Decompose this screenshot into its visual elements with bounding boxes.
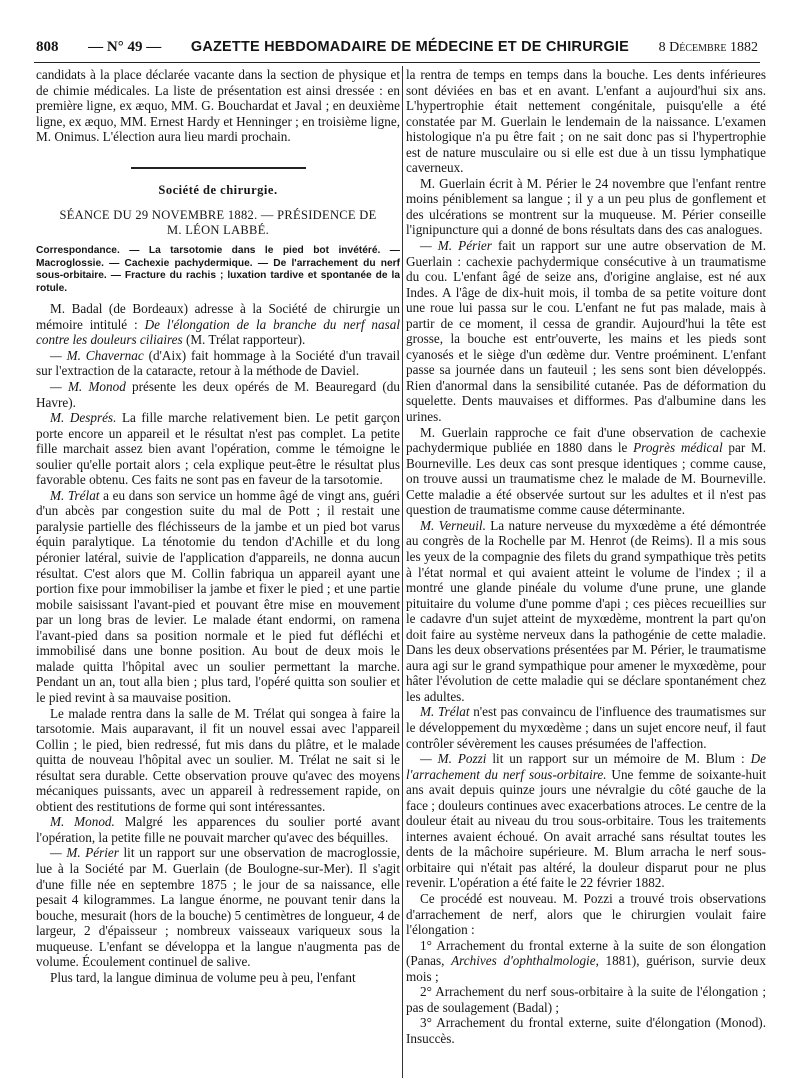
paragraph-guerlain-1: M. Guerlain écrit à M. Périer le 24 novembre que l'enfant rentre moins péniblement sa langue ; il y a un peu plus de gonflement et des ulcérations se montrent sur la muqueuse. M. Périer conseille l'ignipuncture qui a donné de bons résultats dans des cas analogues.: [406, 175, 766, 238]
memoir-title: De l'élongation de la branche du nerf nasal contre les douleurs ciliaires: [36, 316, 400, 348]
column-divider: [402, 66, 403, 1078]
paragraph-text: par M. Bourneville. Les deux cas sont presque identiques ; comme cause, on trouve aussi un traumatisme chez le malade de M. Bourneville. Cette maladie a été observée surtout sur les adultes et il n'est pas question de traumatisme comme cause déterminante.: [406, 440, 766, 518]
paragraph-text: Malgré les apparences du soulier porté avant l'opération, la petite fille ne pouvait marcher qu'avec des béquilles.: [36, 814, 400, 845]
journal-reference: Progrès médical: [633, 440, 723, 456]
paragraph-text: , 1881), guérison, survie deux mois ;: [406, 953, 766, 984]
page-header: [36, 38, 758, 57]
paragraph-text: lit un rapport sur un mémoire de M. Blum :: [486, 751, 751, 767]
paragraph-perier-2: [406, 238, 766, 425]
paragraph-text: n'est pas convaincu de l'influence des traumatismes sur le développement du myxœdème ; dans un sujet encore neuf, il faut contrôler sévèrement les causes présumées de l'affection.: [406, 704, 766, 751]
paragraph-text: (de Bordeaux) adresse à la Société de chirurgie un mémoire intitulé :: [36, 301, 400, 332]
speaker-name: M. Badal: [50, 301, 103, 317]
list-item: 3° Arrachement du frontal externe, suite d'élongation (Monod). Insuccès.: [406, 1015, 766, 1046]
paragraph-trelat-2: Le malade rentra dans la salle de M. Trélat qui songea à faire la tarsotomie. Mais auparavant, il fit un nouvel essai avec l'appareil Collin ; le pied, bien redressé, fut mis dans du plâtre, et le malade quitta de nouveau l'hôpital avec un soulier. M. Trélat ne sait si le résultat sera durable. Cette observation prouve qu'avec des moyens mécaniques puissants, avec un appareil à redressement rapide, on obtient des restitutions de forme qui sont intéressantes.: [36, 705, 400, 814]
list-item: 2° Arrachement du nerf sous-orbitaire à la suite de l'élongation ; pas de soulagement (Badal) ;: [406, 984, 766, 1015]
paragraph-chavernac: [36, 348, 400, 379]
paragraph-badal: [36, 301, 400, 348]
memoir-title: De l'arrachement du nerf sous-orbitaire.: [406, 751, 766, 782]
paragraph-text: La fille marche relativement bien. Le petit garçon porte encore un appareil et le résultat n'est pas complet. La petite fille marchait assez bien avant l'opération, comme le témoigne le soulier qu'elle portait alors ; cela explique peut-être le résultat plus favorable obtenu. Ces faits ne sont pas en faveur de la tarsotomie.: [36, 410, 400, 488]
left-column: [36, 67, 400, 1077]
paragraph-pozzi: [406, 751, 766, 891]
seance-line-2: M. LÉON LABBÉ.: [166, 223, 270, 238]
paragraph-monod-1: [36, 379, 400, 410]
speaker-name: — M. Pozzi: [420, 751, 487, 767]
speaker-name: — M. Monod: [50, 379, 126, 395]
paragraph-election: candidats à la place déclarée vacante dans la section de physique et de chimie médicales. La liste de présentation est ainsi dressée : en première ligne, ex æquo, MM. G. Bouchardat et Javal ; en deuxième ligne, ex æquo, MM. Ernest Hardy et Henninger ; en troisième ligne, M. Onimus. L'élection aura lieu mardi prochain.: [36, 67, 400, 145]
paragraph-trelat-3: [406, 704, 766, 751]
issue-number: — N° 49 —: [88, 39, 162, 55]
speaker-name: M. Trélat: [50, 487, 100, 503]
speaker-name: M. Trélat: [420, 704, 470, 720]
paragraph-text: lit un rapport sur une observation de macroglossie, lue à la Société par M. Guerlain (de Boulogne-sur-Mer). Il s'agit d'une fille née en septembre 1875 ; le jour de sa naissance, elle pesait 4 kilogrammes. La langue énorme, ne pouvant tenir dans la bouche, mesurait (hors de la bouche) 5 centimètres de longueur, 4 de largeur, 2 d'épaisseur ; nombreux vaisseaux variqueux sous la muqueuse. L'enfant se développa et la langue n'augmenta pas de volume. Écoulement continuel de salive.: [36, 845, 400, 970]
paragraph-text: Une femme de soixante-huit ans avait depuis quinze jours une névralgie du côté gauche de la face ; douleurs continues avec exacerbations atroces. Le centre de la douleur était au niveau du trou sous-orbitaire. Tous les traitements internes avaient échoué. On avait arraché sans résultat toutes les dents de la mâchoire supérieure. M. Blum arracha le nerf sous-orbitaire qui n'était pas altéré, la douleur disparut pour ne plus revenir. L'opération a été faite le 22 février 1882.: [406, 766, 766, 891]
paragraph-text: fait un rapport sur une autre observation de M. Guerlain : cachexie pachydermique consécutive à un traumatisme du cou. L'enfant âgé de seize ans, d'origine anglaise, est né aux Indes. A l'âge de dix-huit mois, il tomba de sa petite voiture dont une roue lui passa sur le cou. L'enfant ne fut pas malade, mais à partir de ce moment, il cessa de grandir. Aujourd'hui la tête est grosse, la bouche est entr'ouverte, les mains et les pieds sont cyanosés et le siège d'un œdème dur. Ventre proéminent. L'enfant passe sa journée dans un fauteuil ; les sens sont bien développés. Rien d'anormal dans la sensibilité cutanée. Pas de déformation du squelette. Dents mauvaises et difformes. Pas d'albumine dans les urines.: [406, 238, 766, 425]
paragraph-continuation: la rentra de temps en temps dans la bouche. Les dents inférieures sont déviées en bas et en avant. L'enfant a aujourd'hui six ans. L'hypertrophie était nettement congénitale, puisqu'elle a été constatée par M. Guerlain le lendemain de la naissance. L'examen histologique n'a pu être fait ; on ne sait donc pas si l'hypertrophie est de nature musculaire ou si elle est due à un tissu lymphatique caverneux.: [406, 67, 766, 176]
paragraph-despres: [36, 410, 400, 488]
paragraph-perier-1: [36, 845, 400, 969]
section-separator: [131, 167, 306, 169]
speaker-name: M. Verneuil.: [420, 517, 486, 533]
list-item: [406, 938, 766, 985]
paragraph-text: M. Guerlain rapproche ce fait d'une observation de cachexie pachydermique publiée en 1880 dans le: [406, 424, 766, 456]
paragraph-guerlain-2: [406, 425, 766, 518]
paragraph-text: 1° Arrachement du frontal externe à la suite de son élongation (Panas,: [406, 937, 766, 969]
paragraph-text: (M. Trélat rapporteur).: [182, 332, 306, 348]
speaker-name: M. Després.: [50, 410, 117, 426]
paragraph-text: présente les deux opérés de M. Beauregard (du Havre).: [36, 379, 400, 410]
journal-reference: Archives d'ophthalmologie: [451, 953, 596, 969]
speaker-name: — M. Périer: [420, 238, 492, 254]
paragraph-text: (d'Aix) fait hommage à la Société d'un travail sur l'extraction de la cataracte, retour à la méthode de Daviel.: [36, 347, 400, 379]
paragraph-trelat-1: [36, 488, 400, 706]
paragraph-procede: Ce procédé est nouveau. M. Pozzi a trouvé trois observations d'arrachement de nerf, alors que le chirurgien voulait faire l'élongation :: [406, 890, 766, 938]
section-title: Société de chirurgie.: [158, 182, 278, 197]
paragraph-verneuil: [406, 518, 766, 705]
issue-date: 8 Décembre 1882: [658, 40, 758, 55]
session-summary: Correspondance. — La tarsotomie dans le pied bot invétéré. — Macroglossie. — Cachexie pachydermique. — De l'arrachement du nerf sous-orbitaire. — Fracture du rachis ; luxation tardive et spontanée de la rotule.: [36, 245, 400, 294]
journal-title: GAZETTE HEBDOMADAIRE DE MÉDECINE ET DE CHIRURGIE: [190, 39, 630, 55]
paragraph-text: a eu dans son service un homme âgé de vingt ans, guéri d'un abcès par congestion suite du mal de Pott ; il restait une paralysie partielle des fléchisseurs de la jambe et un pied bot varus équin paralytique. La ténotomie du tendon d'Achille et du long péronier latéral, suivie de l'application d'appareils, ne donna aucun résultat. C'est alors que M. Collin fabriqua un appareil ayant une portion fixe pour immobiliser la jambe et fixer le pied ; et une partie mobile saisissant l'avant-pied et pouvant être mise en mouvement par un long bras de levier. Le malade étant endormi, on ramena l'avant-pied dans sa position normale et le pied fut défléchi et immobilisé dans une bonne position. Au bout de deux mois le malade quitta l'hôpital avec un soulier permettant la marche. Pendant un an, tout alla bien ; plus tard, l'opéré quitta son soulier et le pied revint à sa mauvaise position.: [36, 487, 400, 705]
page-number: 808: [36, 39, 59, 55]
speaker-name: — M. Périer: [50, 845, 119, 861]
speaker-name: — M. Chavernac: [50, 347, 144, 363]
paragraph-text: La nature nerveuse du myxœdème a été démontrée au congrès de la Rochelle par M. Henrot (de Reims). Il a mis sous les yeux de la compagnie des filets du grand sympathique très petits à l'état normal et qui avaient atteint le volume de l'index ; il a montré une glande pinéale du volume d'une prune, une glande pituitaire du volume d'une pomme d'api ; ces pièces recueillies sur le cadavre d'un sujet atteint de myxœdème, montrent la part qu'on doit faire au système nerveux dans la pathogénie de cette maladie. Dans les deux observations présentées par M. Périer, le traumatisme aura agi sur le grand sympathique pour amener le myxœdème, pour hâter l'évolution de cette maladie qui se déclare spontanément chez les adultes.: [406, 517, 766, 704]
paragraph-langue: Plus tard, la langue diminua de volume peu à peu, l'enfant: [50, 969, 356, 985]
speaker-name: M. Monod.: [50, 814, 115, 830]
seance-heading: [36, 208, 400, 238]
right-column: [406, 67, 766, 1077]
header-rule: [34, 62, 760, 63]
paragraph-monod-2: [36, 814, 400, 845]
seance-line-1: SÉANCE DU 29 NOVEMBRE 1882. — PRÉSIDENCE DE: [59, 208, 377, 223]
